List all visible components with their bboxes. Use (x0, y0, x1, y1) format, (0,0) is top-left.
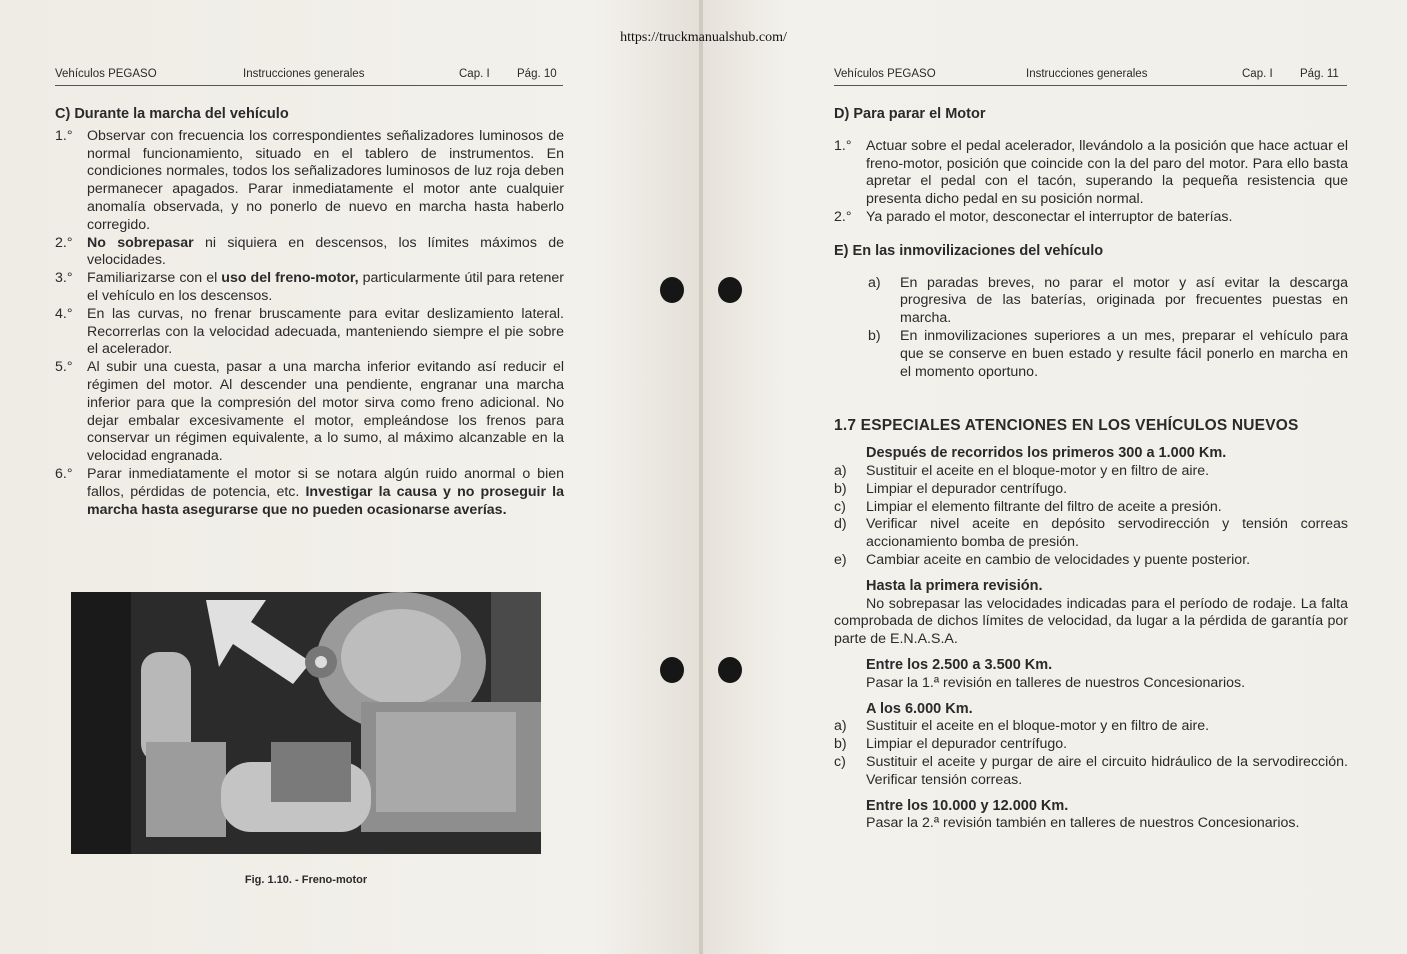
item-number: 4.° (55, 305, 73, 322)
right-running-header (834, 68, 1347, 86)
list-item (834, 481, 1348, 499)
item-text: Actuar sobre el pedal acelerador, llevándolo a la posición que hace actuar el freno-motor, posición que coincide con la del paro del motor. Para ello basta apretar el pedal con el tacón, superando la pequeña resistencia que presenta dicho pedal en su posición normal. (866, 137, 1348, 208)
item-text: Observar con frecuencia los correspondientes señalizadores luminosos de normal funcionamiento, situado en el tablero de instrumentos. En condiciones normales, todos los señalizadores luminosos de luz roja deben permanecer apagados. Parar inmediatamente el motor ante cualquier anomalía observada, y no ponerlo de nuevo en marcha hasta haberlo corregido. (87, 127, 564, 233)
item-text: En paradas breves, no parar el motor y así evitar la descarga progresiva de las baterías, originada por frecuentes puestas en marcha. (900, 274, 1348, 327)
item-text: ni siquiera en descensos, los límites máximos de velocidades. (87, 234, 564, 269)
punch-hole-icon (718, 657, 742, 683)
section-c-title: C) Durante la marcha del vehículo (55, 106, 289, 122)
item-number: c) (834, 498, 846, 515)
item-number: b) (834, 736, 847, 753)
right-body (834, 106, 1348, 833)
item-number: a) (868, 274, 881, 291)
list-item (834, 754, 1348, 790)
header-chapter: Cap. I (459, 68, 490, 80)
left-body (55, 106, 564, 519)
item-text: En inmovilizaciones superiores a un mes, preparar el vehículo para que se conserve en buen estado y resulte fácil ponerlo en marcha en el momento oportuno. (900, 327, 1348, 380)
item-number: 1.° (55, 127, 73, 144)
item-text: Sustituir el aceite en el bloque-motor y en filtro de aire. (866, 462, 1210, 479)
left-running-header (55, 68, 563, 86)
item-text: Parar inmediatamente el motor si se notara algún ruido anormal o bien fallos, pérdidas de potencia, etc. (87, 465, 564, 500)
header-brand: Vehículos PEGASO (55, 68, 157, 80)
engine-photo-illustration (71, 592, 541, 854)
engine-brake-photo (71, 592, 541, 854)
punch-hole-icon (718, 277, 742, 303)
section-17-title: 1.7 ESPECIALES ATENCIONES EN LOS VEHÍCULOS NUEVOS (834, 417, 1299, 435)
header-page: Pág. 10 (517, 68, 557, 80)
list-item (834, 209, 1348, 227)
item-text: Limpiar el depurador centrífugo. (866, 736, 1068, 753)
item-number: 1.° (834, 137, 852, 154)
list-item (55, 306, 564, 359)
list-item (55, 128, 564, 235)
list-item (868, 328, 1348, 381)
item-number: 5.° (55, 359, 73, 376)
item-text: Limpiar el depurador centrífugo. (866, 480, 1068, 497)
item-text: Limpiar el elemento filtrante del filtro de aceite a presión. (866, 498, 1222, 515)
item-text: Al subir una cuesta, pasar a una marcha inferior evitando así reducir el régimen del motor. Al descender una pendiente, engranar una marcha inferior para que la compresión del motor sirva como freno adicional. No dejar embalar excesivamente el motor, empleándose los frenos para conservar un régimen equivalente, a lo sumo, al máximo alcanzable en la velocidad engranada. (87, 359, 564, 465)
header-chapter: Cap. I (1242, 68, 1273, 80)
figure-caption: Fig. 1.10. - Freno-motor (244, 874, 368, 886)
header-section: Instrucciones generales (243, 68, 365, 80)
list-item (834, 516, 1348, 552)
subsection-title: Hasta la primera revisión. (866, 577, 1043, 594)
item-number: 2.° (55, 234, 73, 251)
item-bold: No sobrepasar (87, 234, 194, 251)
item-number: a) (834, 718, 847, 735)
list-item (868, 275, 1348, 328)
item-number: d) (834, 516, 847, 533)
punch-hole-icon (660, 277, 684, 303)
item-number: 6.° (55, 465, 73, 482)
header-page: Pág. 11 (1300, 68, 1339, 80)
list-item (834, 138, 1348, 209)
section-d-title: D) Para parar el Motor (834, 106, 986, 122)
item-text: Sustituir el aceite en el bloque-motor y en filtro de aire. (866, 718, 1210, 735)
binding-gutter (699, 0, 703, 954)
header-brand: Vehículos PEGASO (834, 68, 936, 80)
item-text: Familiarizarse con el (87, 270, 222, 287)
subsection-title: Entre los 10.000 y 12.000 Km. (866, 797, 1069, 814)
item-bold: Investigar la causa y no proseguir la marcha hasta asegurarse que no pueden ocasionarse averías. (87, 483, 564, 518)
list-item (55, 235, 564, 271)
header-section: Instrucciones generales (1026, 68, 1148, 80)
section-e-title: E) En las inmovilizaciones del vehículo (834, 242, 1104, 259)
subsection-text: Pasar la 1.ª revisión en talleres de nuestros Concesionarios. (866, 674, 1246, 691)
list-item (55, 270, 564, 306)
item-text: Verificar nivel aceite en depósito servodirección y tensión correas accionamiento bomba de presión. (866, 516, 1348, 551)
item-text: Sustituir el aceite y purgar de aire el circuito hidráulico de la servodirección. Verificar tensión correas. (866, 753, 1348, 788)
subsection-title: Después de recorridos los primeros 300 a 1.000 Km. (866, 445, 1227, 462)
source-url[interactable]: https://truckmanualshub.com/ (620, 30, 787, 45)
subsection-title: Entre los 2.500 a 3.500 Km. (866, 656, 1053, 673)
list-item (834, 463, 1348, 481)
item-text: Cambiar aceite en cambio de velocidades y puente posterior. (866, 551, 1251, 568)
list-item (834, 499, 1348, 517)
item-text: Ya parado el motor, desconectar el interruptor de baterías. (866, 208, 1233, 225)
item-number: 3.° (55, 270, 73, 287)
item-number: e) (834, 551, 847, 568)
list-item (834, 552, 1348, 570)
item-number: c) (834, 753, 846, 770)
subsection-text: Pasar la 2.ª revisión también en talleres de nuestros Concesionarios. (866, 815, 1300, 832)
list-item (834, 736, 1348, 754)
list-item (55, 359, 564, 466)
item-number: 2.° (834, 208, 852, 225)
subsection-title: A los 6.000 Km. (866, 700, 973, 717)
list-item (55, 466, 564, 519)
punch-hole-icon (660, 657, 684, 683)
item-text: particularmente útil para retener el vehículo en los descensos. (87, 270, 564, 304)
item-bold: uso del freno-motor, (221, 270, 359, 287)
item-number: b) (834, 480, 847, 497)
item-text: En las curvas, no frenar bruscamente para evitar deslizamiento lateral. Recorrerlas con la velocidad adecuada, manteniendo siempre el pie sobre el acelerador. (87, 305, 564, 358)
subsection-text: No sobrepasar las velocidades indicadas para el período de rodaje. La falta comprobada de dichos límites de velocidad, da lugar a la pérdida de garantía por parte de E.N.A.S.A. (834, 595, 1348, 648)
item-number: a) (834, 462, 847, 479)
item-number: b) (868, 327, 881, 344)
list-item (834, 718, 1348, 736)
